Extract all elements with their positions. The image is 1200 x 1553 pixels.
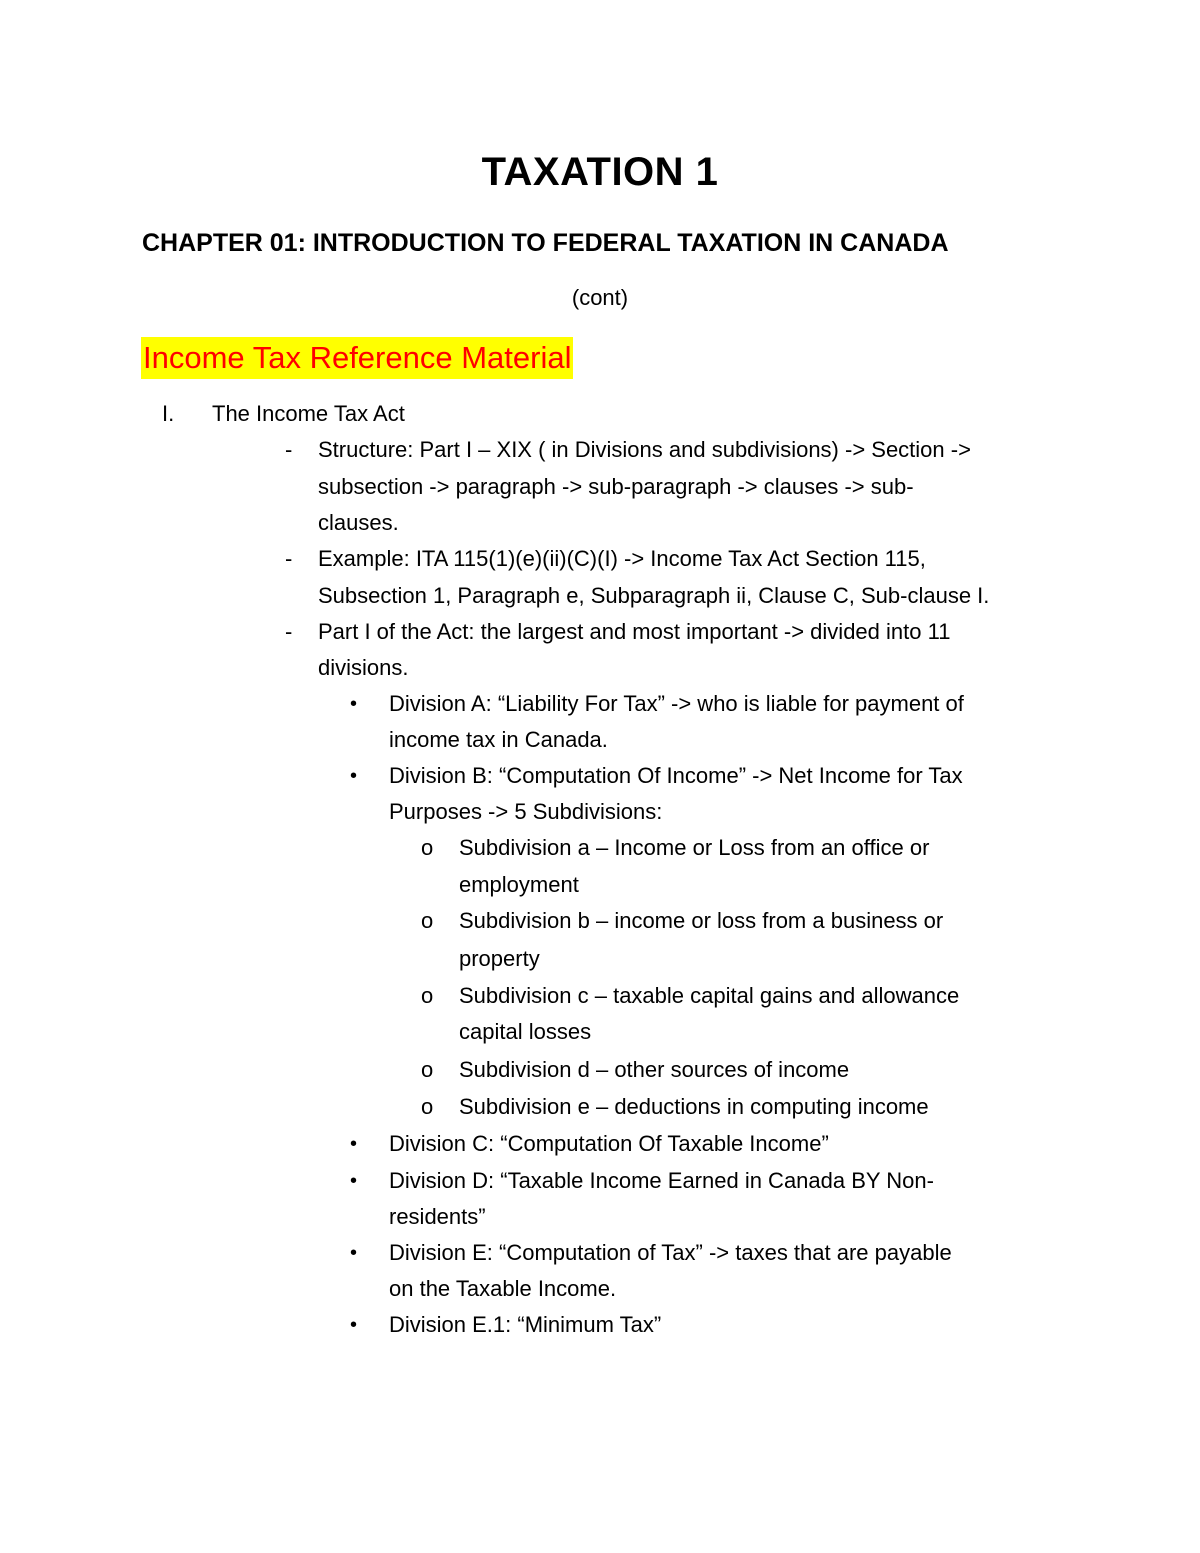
- subdivision-item-line: Subdivision d – other sources of income: [459, 1057, 850, 1082]
- dash-marker: -: [285, 437, 293, 462]
- subdivision-item-line: Subdivision c – taxable capital gains and allowance: [459, 983, 960, 1008]
- dash-item-line: Subsection 1, Paragraph e, Subparagraph ii, Clause C, Sub-clause I.: [318, 583, 990, 608]
- division-item-line: Division B: “Computation Of Income” -> Net Income for Tax: [389, 763, 963, 788]
- dash-item-line: Part I of the Act: the largest and most important -> divided into 11: [318, 619, 951, 644]
- continued-label: (cont): [571, 285, 629, 310]
- subdivision-item-line: Subdivision a – Income or Loss from an office or: [459, 835, 930, 860]
- chapter-heading: CHAPTER 01: INTRODUCTION TO FEDERAL TAXATION IN CANADA: [142, 229, 949, 257]
- dash-item-line: subsection -> paragraph -> sub-paragraph -> clauses -> sub-: [318, 474, 914, 499]
- division-item-line: Division A: “Liability For Tax” -> who is liable for payment of: [389, 691, 964, 716]
- circle-marker: o: [421, 983, 434, 1008]
- division-item-line: income tax in Canada.: [389, 727, 608, 752]
- section-heading-highlighted: Income Tax Reference Material: [141, 337, 573, 379]
- bullet-marker: •: [350, 765, 358, 787]
- dash-marker: -: [285, 619, 293, 644]
- subdivision-item-line: employment: [459, 872, 579, 897]
- dash-item-line: Structure: Part I – XIX ( in Divisions and subdivisions) -> Section ->: [318, 437, 971, 462]
- bullet-marker: •: [350, 1170, 358, 1192]
- dash-item-line: Example: ITA 115(1)(e)(ii)(C)(I) -> Income Tax Act Section 115,: [318, 546, 926, 571]
- bullet-marker: •: [350, 1242, 358, 1264]
- bullet-marker: •: [350, 693, 358, 715]
- circle-marker: o: [421, 908, 434, 933]
- subdivision-item-line: Subdivision b – income or loss from a business or: [459, 908, 944, 933]
- division-item-line: Purposes -> 5 Subdivisions:: [389, 799, 663, 824]
- division-item-line: residents”: [389, 1204, 486, 1229]
- subdivision-item-line: capital losses: [459, 1019, 592, 1044]
- division-item-line: Division C: “Computation Of Taxable Income”: [389, 1131, 829, 1156]
- roman-numeral-marker: I.: [162, 401, 175, 426]
- roman-item-text: The Income Tax Act: [212, 401, 405, 426]
- dash-item-line: divisions.: [318, 655, 409, 680]
- bullet-marker: •: [350, 1314, 358, 1336]
- circle-marker: o: [421, 835, 434, 860]
- document-title: TAXATION 1: [481, 150, 719, 194]
- division-item-line: Division D: “Taxable Income Earned in Canada BY Non-: [389, 1168, 934, 1193]
- division-item-line: Division E.1: “Minimum Tax”: [389, 1312, 662, 1337]
- circle-marker: o: [421, 1057, 434, 1082]
- subdivision-item-line: Subdivision e – deductions in computing income: [459, 1094, 929, 1119]
- circle-marker: o: [421, 1094, 434, 1119]
- division-item-line: on the Taxable Income.: [389, 1276, 617, 1301]
- subdivision-item-line: property: [459, 946, 540, 971]
- dash-marker: -: [285, 546, 293, 571]
- dash-item-line: clauses.: [318, 510, 399, 535]
- division-item-line: Division E: “Computation of Tax” -> taxes that are payable: [389, 1240, 952, 1265]
- bullet-marker: •: [350, 1133, 358, 1155]
